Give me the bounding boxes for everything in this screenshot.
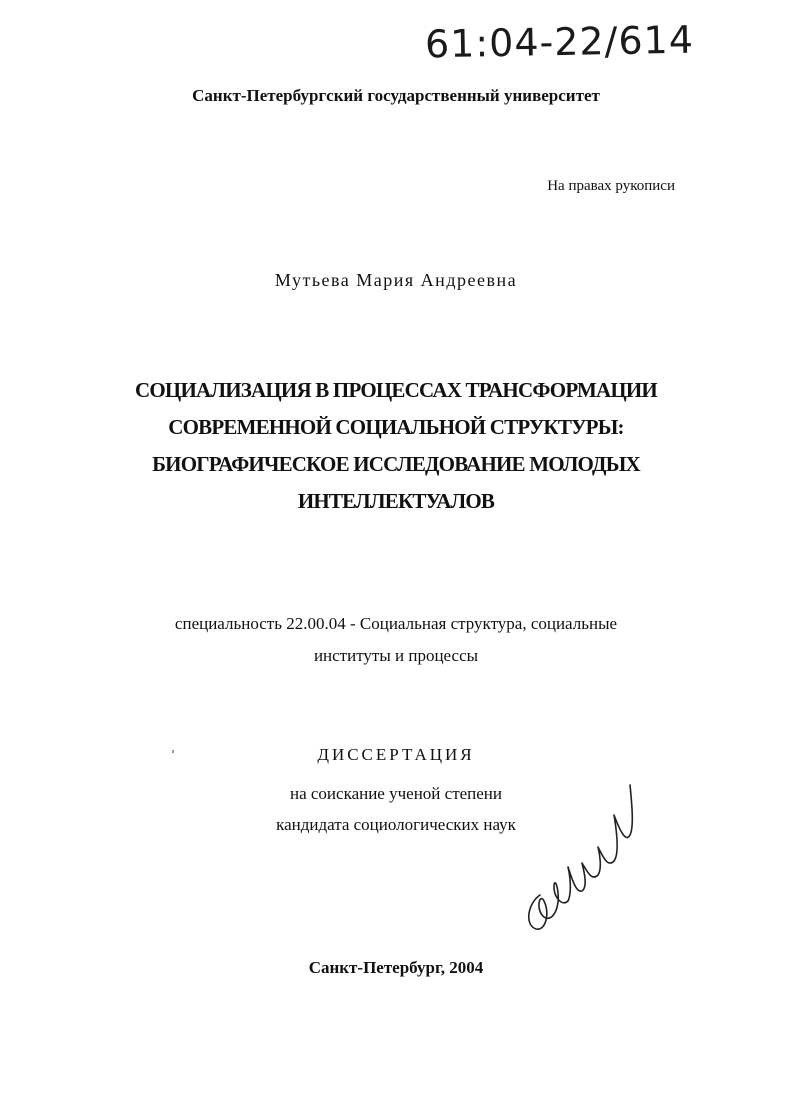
document-type: ДИССЕРТАЦИЯ (317, 745, 475, 764)
university-name: Санкт-Петербургский государственный университет (192, 86, 600, 105)
specialty-line: специальность 22.00.04 - Социальная структура, социальные (174, 614, 618, 633)
title-line: ИНТЕЛЛЕКТУАЛОВ (297, 489, 495, 513)
dissertation-title (96, 372, 696, 520)
degree-line: на соискание ученой степени (289, 784, 503, 803)
degree-statement (0, 778, 792, 840)
specialty-line: институты и процессы (313, 646, 479, 665)
title-line: СОЦИАЛИЗАЦИЯ В ПРОЦЕССАХ ТРАНСФОРМАЦИИ (135, 378, 657, 402)
title-line: СОВРЕМЕННОЙ СОЦИАЛЬНОЙ СТРУКТУРЫ: (168, 415, 624, 439)
author-name: Мутьева Мария Андреевна (274, 270, 518, 290)
specialty (96, 608, 696, 672)
handwritten-signature-icon (510, 775, 650, 935)
city-and-year: Санкт-Петербург, 2004 (308, 958, 484, 977)
manuscript-rights-note: На правах рукописи (547, 178, 675, 194)
degree-line: кандидата социологических наук (276, 815, 516, 834)
title-line: БИОГРАФИЧЕСКОЕ ИССЛЕДОВАНИЕ МОЛОДЫХ (152, 452, 640, 476)
handwritten-archive-number: 61:04-22/614 (424, 17, 695, 67)
scan-speck (172, 750, 174, 753)
